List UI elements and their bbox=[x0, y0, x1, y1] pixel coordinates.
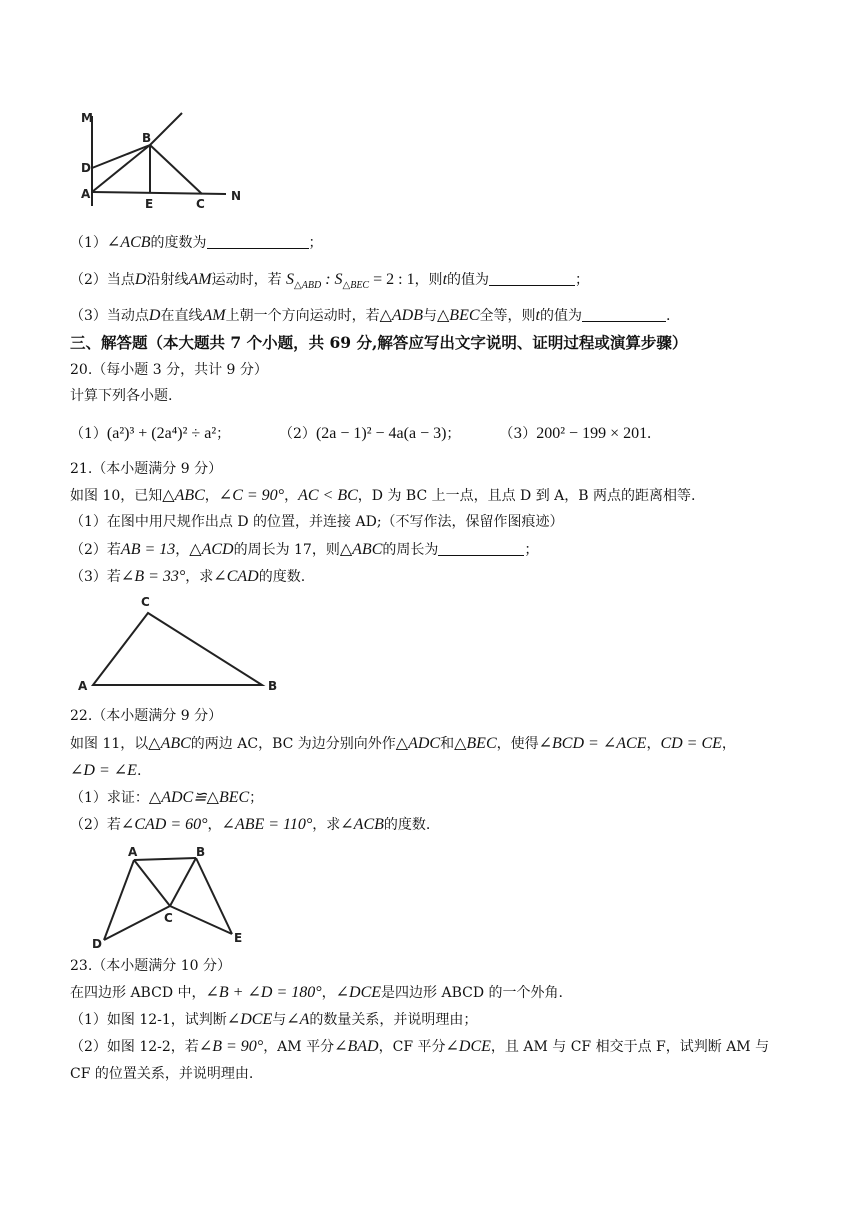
q21-intro: 如图 10，已知△ABC，∠C = 90°，AC < BC，D 为 BC 上一点，且点 D 到 A，B 两点的距离相等. bbox=[70, 487, 696, 504]
section-3-title: 三、解答题（本大题共 7 个小题，共 69 分,解答应写出文字说明、证明过程或演算步骤） bbox=[70, 333, 688, 352]
q20-parts: （1）(a²)³ + (2a⁴)² ÷ a²； （2）(2a − 1)² − 4a(a − 3)； （3）200² − 199 × 201. bbox=[70, 425, 652, 442]
q22-part1: （1）求证：△ADC≌△BEC； bbox=[70, 789, 264, 806]
segment-db bbox=[92, 145, 150, 168]
q19-part2: （2）当点D沿射线AM运动时，若 $S_{\triangle ABD}$ : $S_{\triangle BEC} = 2$ : 1，则t的值为 ； bbox=[70, 271, 590, 292]
segment-ab bbox=[134, 858, 196, 860]
label-b: B bbox=[268, 679, 278, 693]
label-d: D bbox=[81, 161, 91, 175]
label-c: C bbox=[196, 197, 205, 211]
q23-part2-line2: CF 的位置关系，并说明理由. bbox=[70, 1066, 254, 1082]
q23-head: 23.（本小题满分 10 分） bbox=[70, 958, 231, 974]
area-ratio: $S_{\triangle ABD}$ : $S_{\triangle BEC}$ bbox=[286, 271, 370, 292]
segment-bc bbox=[150, 145, 202, 194]
label-b: B bbox=[196, 845, 206, 859]
q21-part3: （3）若∠B = 33°，求∠CAD的度数. bbox=[70, 568, 306, 585]
ray-an bbox=[92, 192, 226, 194]
figure-11 bbox=[88, 842, 258, 952]
label-n: N bbox=[231, 189, 242, 203]
figure-am-an bbox=[78, 108, 258, 218]
q22-head: 22.（本小题满分 9 分） bbox=[70, 708, 223, 724]
ray-b-ext bbox=[150, 113, 182, 145]
label-c: C bbox=[141, 595, 150, 609]
segment-ad bbox=[104, 860, 134, 940]
answer-blank[interactable] bbox=[489, 271, 575, 286]
label-d: D bbox=[92, 937, 102, 951]
label-a: A bbox=[128, 845, 138, 859]
q23-intro: 在四边形 ABCD 中，∠B + ∠D = 180°，∠DCE是四边形 ABCD 的一个外角. bbox=[70, 984, 563, 1001]
q20-head: 20.（每小题 3 分，共计 9 分） bbox=[70, 362, 268, 378]
segment-bc bbox=[170, 858, 196, 906]
q19-part3: （3）当动点D在直线AM上朝一个方向运动时，若△ADB与△BEC全等，则t的值为 . bbox=[70, 307, 671, 324]
answer-blank[interactable] bbox=[207, 234, 309, 249]
label-e: E bbox=[145, 197, 154, 211]
label-a: A bbox=[81, 187, 91, 201]
q21-part1: （1）在图中用尺规作出点 D 的位置，并连接 AD;（不写作法，保留作图痕迹） bbox=[70, 514, 564, 530]
figure-10-triangle bbox=[76, 592, 296, 696]
q21-head: 21.（本小题满分 9 分） bbox=[70, 461, 223, 477]
q21-part2: （2）若AB = 13，△ACD的周长为 17，则△ABC的周长为 ； bbox=[70, 541, 539, 558]
q23-part1: （1）如图 12-1，试判断∠DCE与∠A的数量关系，并说明理由； bbox=[70, 1011, 478, 1028]
segment-ab bbox=[92, 145, 150, 192]
q22-part2: （2）若∠CAD = 60°，∠ABE = 110°，求∠ACB的度数. bbox=[70, 816, 431, 833]
label-e: E bbox=[234, 931, 243, 945]
q19-part1: （1）∠ACB的度数为 ； bbox=[70, 234, 323, 251]
q23-part2: （2）如图 12-2，若∠B = 90°，AM 平分∠BAD，CF 平分∠DCE，且 AM 与 CF 相交于点 F，试判断 AM 与 bbox=[70, 1038, 770, 1055]
q20-intro: 计算下列各小题. bbox=[70, 388, 173, 404]
label-a: A bbox=[78, 679, 88, 693]
segment-be bbox=[196, 858, 232, 934]
answer-blank[interactable] bbox=[438, 541, 524, 556]
q22-intro-line2: ∠D = ∠E. bbox=[70, 762, 142, 779]
q22-intro: 如图 11，以△ABC的两边 AC，BC 为边分别向外作△ADC和△BEC，使得∠BCD = ∠ACE，CD = CE， bbox=[70, 735, 736, 752]
label-m: M bbox=[81, 111, 93, 125]
segment-ac bbox=[134, 860, 170, 906]
label-c: C bbox=[164, 911, 173, 925]
label-b: B bbox=[142, 131, 152, 145]
answer-blank[interactable] bbox=[582, 307, 666, 322]
triangle-abc bbox=[93, 613, 262, 685]
segment-ec bbox=[170, 906, 232, 934]
